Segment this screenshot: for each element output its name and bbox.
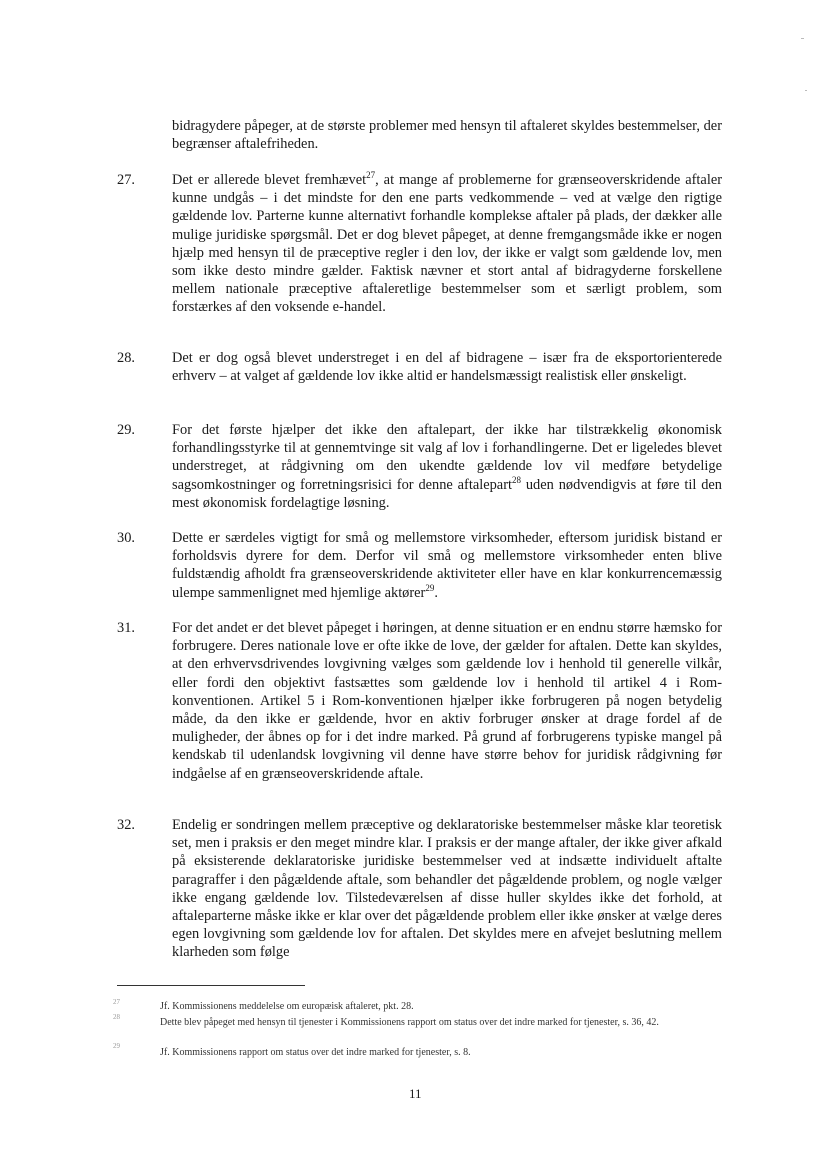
footnote-mark: 27	[113, 998, 120, 1006]
paragraph-text: Endelig er sondringen mellem præceptive og deklaratoriske bestemmelser måske klar teoretisk set, men i praksis er den meget mindre klar. I praksis er der mange aftaler, der ikke giver afkald på eksisterende deklaratoriske juridiske bestemmelser ved at indsætte individuelt aftalte paragraffer i den pågældende aftale, som behandler det pågældende problem, og nogle vælger ikke engang gældende lov. Tilstedeværelsen af disse huller skyldes ikke det forhold, at aftaleparterne måske ikke er klar over det pågældende problem eller ikke ønsker at vælge deres egen lovgivning som gældende lov for aftalen. Det skyldes mere en afvejet beslutning mellem klarheden som følge	[172, 817, 722, 961]
paragraph-text: For det andet er det blevet påpeget i høringen, at denne situation er en endnu større hæmsko for forbrugere. Deres nationale love er ofte ikke de love, der gælder for aftalen. Dette kan skyldes, at den erhvervsdrivendes lovgivning vælges som gældende lov i henhold til generelle vilkår, eller fordi den objektivt fastsættes som gældende lov i henhold til artikel 4 i Rom-konventionen. Artikel 5 i Rom-konventionen hjælper ikke forbrugeren på nogen betydelig måde, da den ikke er gældende, hvor en aktiv forbruger ønsker at drage fordel af de muligheder, der åbnes op for i det indre marked. På grund af forbrugerens typiske mangel på kendskab til udenlandsk lovgivning vil denne have større behov for juridisk rådgivning før indgåelse af en grænseoverskridende aftale.	[172, 620, 722, 782]
paragraph-text: .	[434, 584, 438, 601]
paragraph-text: Det er allerede blevet fremhævet	[172, 172, 367, 188]
paragraph-27	[172, 171, 722, 317]
paragraph-32	[172, 816, 722, 962]
footnote-mark: 28	[113, 1013, 120, 1021]
paragraph-number: 31.	[117, 620, 135, 636]
paragraph-31	[172, 619, 722, 783]
footnote-mark: 29	[113, 1042, 120, 1050]
paragraph-text: uden nødvendigvis at føre til den mest økonomisk fordelagtige løsning.	[172, 476, 722, 511]
paragraph-28	[172, 349, 722, 385]
intro-paragraph: bidragydere påpeger, at de største problemer med hensyn til aftaleret skyldes bestemmelser, der begrænser aftalefriheden.	[172, 118, 722, 153]
scan-speck	[801, 38, 804, 39]
footnote-28: Dette blev påpeget med hensyn til tjenester i Kommissionens rapport om status over det indre marked for tjenester, s. 36, 42.	[160, 1017, 659, 1028]
paragraph-29	[172, 421, 722, 512]
scan-speck	[805, 90, 807, 91]
paragraph-text: For det første hjælper det ikke den aftalepart, der ikke har tilstrækkelig økonomisk forhandlingsstyrke til at gennemtvinge sit valg af lov i forhandlingerne. Det er ligeledes blevet understreget, at rådgivning om den ukendte gældende lov vil medføre betydelige sagsomkostninger og forretningsrisici for denne aftalepart	[172, 422, 722, 493]
paragraph-text: Dette er særdeles vigtigt for små og mellemstore virksomheder, eftersom juridisk bistand er forholdsvis dyrere for dem. Derfor vil små og mellemstore virksomheder enten blive fuldstændig afholdt fra grænseoverskridende aktiviteter eller have en klar konkurrencemæssig ulempe sammenlignet med hjemlige aktører	[172, 530, 722, 601]
footnote-ref[interactable]: 27	[366, 170, 376, 181]
paragraph-number: 32.	[117, 817, 135, 833]
footnote-ref[interactable]: 28	[512, 474, 521, 485]
footnote-ref[interactable]: 29	[425, 582, 435, 593]
footnote-separator	[117, 985, 305, 986]
paragraph-text: , at mange af problemerne for grænseoverskridende aftaler kunne undgås – i det mindste for den ene parts vedkommende – ved at vælge den rigtige gældende lov. Parterne kunne alternativt forhandle komplekse aftaler på plads, der dækker alle mulige juridiske spørgsmål. Det er dog blevet påpeget, at denne fremgangsmåde ikke er nogen hjælp med hensyn til de præceptive regler i den lov, der ikke er valgt som gældende lov, men som ikke desto mindre gælder. Faktisk nævner et stort antal af bidragyderne forskellene mellem nationale præceptive aftaleretlige bestemmelser som et særligt problem, som forstærkes af den voksende e-handel.	[172, 172, 722, 316]
paragraph-number: 30.	[117, 530, 135, 546]
footnote-27: Jf. Kommissionens meddelelse om europæisk aftaleret, pkt. 28.	[160, 1001, 414, 1012]
footnote-29: Jf. Kommissionens rapport om status over det indre marked for tjenester, s. 8.	[160, 1047, 471, 1058]
paragraph-number: 28.	[117, 350, 135, 366]
page-number: 11	[409, 1086, 422, 1101]
paragraph-number: 29.	[117, 422, 135, 438]
paragraph-text: Det er dog også blevet understreget i en del af bidragene – især fra de eksportorienterede erhverv – at valget af gældende lov ikke altid er handelsmæssigt realistisk eller ønskeligt.	[172, 350, 722, 385]
paragraph-30	[172, 529, 722, 602]
paragraph-number: 27.	[117, 172, 135, 188]
